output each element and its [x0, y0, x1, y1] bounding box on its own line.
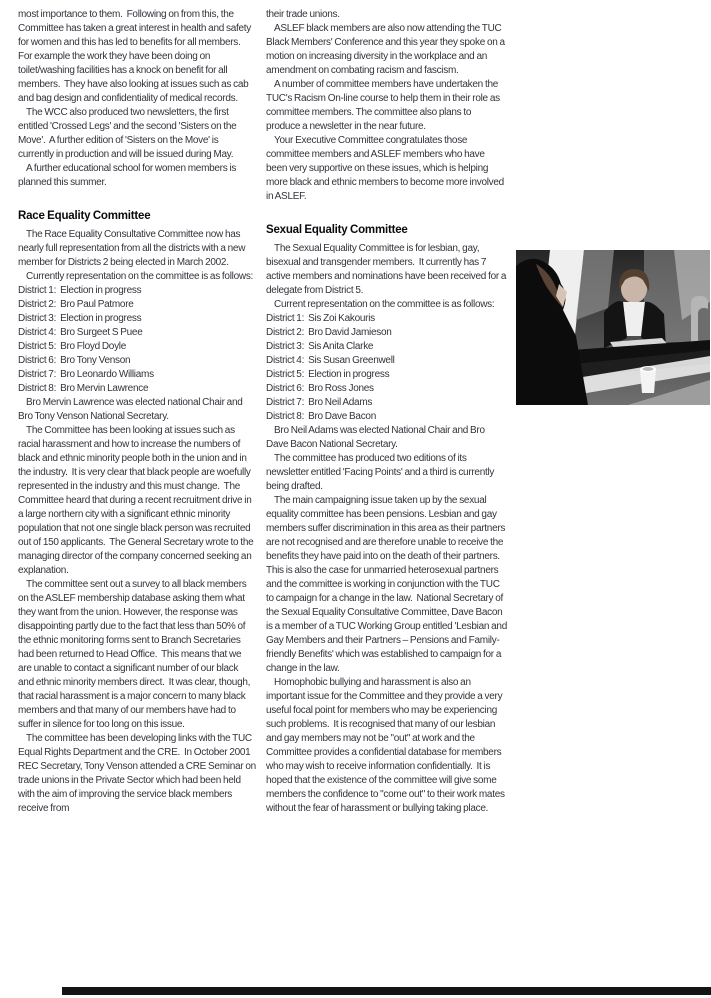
paragraph: most importance to them. Following on from this, the Committee has taken a great interest in health and safety for women and this has led to benefits for all members. For example the work they have been doing on toilet/washing facilities has a knock on benefit for all members. They have also looking at issues such as cab and bag design and confidentiality of medical records.	[18, 9, 254, 104]
paragraph: The committee has produced two editions of its newsletter entitled 'Facing Points' and a third is currently being drafted.	[266, 453, 497, 492]
district-list-item: District 7: Bro Leonardo Williams	[18, 369, 154, 380]
district-list-item: District 5: Bro Floyd Doyle	[18, 341, 127, 352]
district-list-item: District 5: Election in progress	[266, 369, 390, 380]
meeting-photo	[516, 250, 710, 405]
paragraph: A further educational school for women members is planned this summer.	[18, 163, 239, 188]
paragraph: The Committee has been looking at issues such as racial harassment and how to increase the numbers of black and ethnic minority people both in the union and in the industry. It is very clear that black people are woefully represented in the industry and this must change. The Committee heard that during a recent recruitment drive in a large northern city with a significant ethnic minority population that not one single black person was recruited out of 150 applicants. The General Secretary wrote to the managing director of the company concerned seeking an explanation.	[18, 425, 256, 576]
paragraph: Your Executive Committee congratulates those committee members and ASLEF members who have been very supportive on these issues, which is helping more black and ethnic members to become more involved in ASLEF.	[266, 135, 506, 202]
paragraph: The WCC also produced two newsletters, the first entitled 'Crossed Legs' and the second 'Sisters on the Move'. A further edition of 'Sisters on the Move' is currently in production and will be issued during May.	[18, 107, 239, 160]
paragraph: Homophobic bullying and harassment is also an important issue for the Committee and they provide a very useful focal point for members who may be experiencing such problems. It is recognised that many of our lesbian and gay members may not be "out" at work and the Committee provides a confidential database for members who may wish to receive information confidentially. It is hoped that the existence of the committee will give some members the confidence to "come out" to their work mates without the fear of harassment or bullying taking place.	[266, 677, 507, 814]
paragraph: The committee sent out a survey to all black members on the ASLEF membership database asking them what they want from the union. However, the response was disappointing partly due to the fact that less than 50% of the ethnic monitoring forms sent to Branch Secretaries had been returned to Head Office. This means that we are unable to contact a significant number of our black and ethnic minority members direct. It was clear, though, that racial harassment is a major concern to many black members and that many of our members have had to suffer in silence for too long on this issue.	[18, 579, 253, 730]
paragraph: Bro Mervin Lawrence was elected national Chair and Bro Tony Venson National Secretary.	[18, 397, 245, 422]
paragraph: The main campaigning issue taken up by the sexual equality committee has been pensions. Lesbian and gay members suffer discrimination in this area as their partners are not recognised and are therefore unable to receive the benefits they have paid into on the death of their partners. This is also the case for unmarried heterosexual partners and the committee is working in conjunction with the TUC to campaign for a change in the law. National Secretary of the Sexual Equality Consultative Committee, Dave Bacon is a member of a TUC Working Group entitled 'Lesbian and Gay Members and their Partners – Pensions and Family-friendly Benefits' which was established to campaign for a change in the law.	[266, 495, 509, 674]
district-list-item: District 1: Sis Zoi Kakouris	[266, 313, 375, 324]
paragraph: Bro Neil Adams was elected National Chair and Bro Dave Bacon National Secretary.	[266, 425, 487, 450]
district-list-item: District 6: Bro Ross Jones	[266, 383, 374, 394]
paragraph: A number of committee members have undertaken the TUC's Racism On-line course to help them in their role as committee members. The committee also plans to produce a newsletter in the near future.	[266, 79, 502, 132]
section-heading: Sexual Equality Committee	[266, 224, 408, 236]
district-list-item: District 4: Sis Susan Greenwell	[266, 355, 395, 366]
district-list-item: District 8: Bro Dave Bacon	[266, 411, 376, 422]
district-list-item: District 8: Bro Mervin Lawrence	[18, 383, 149, 394]
meeting-photo-illustration	[516, 250, 710, 405]
paragraph: Currently representation on the committee is as follows:	[26, 271, 254, 282]
paragraph: The committee has been developing links with the TUC Equal Rights Department and the CRE. In October 2001 REC Secretary, Tony Venson attended a CRE Seminar on trade unions in the Private Sector which had been held with the aim of improving the service black members receive from	[18, 733, 258, 814]
district-list-item: District 3: Election in progress	[18, 313, 142, 324]
paragraph: their trade unions.	[266, 9, 340, 20]
district-list-item: District 7: Bro Neil Adams	[266, 397, 373, 408]
paragraph: The Sexual Equality Committee is for lesbian, gay, bisexual and transgender members. It currently has 7 active members and nominations have been received for a delegate from District 5.	[266, 243, 509, 296]
bottom-rule	[62, 987, 711, 995]
district-list-item: District 2: Bro David Jamieson	[266, 327, 392, 338]
district-list-item: District 4: Bro Surgeet S Puee	[18, 327, 143, 338]
district-list-item: District 1: Election in progress	[18, 285, 142, 296]
section-heading: Race Equality Committee	[18, 210, 151, 222]
district-list-item: District 2: Bro Paul Patmore	[18, 299, 134, 310]
paragraph: Current representation on the committee is as follows:	[274, 299, 495, 310]
paragraph: The Race Equality Consultative Committee now has nearly full representation from all the districts with a new member for Districts 2 being elected in March 2002.	[18, 229, 248, 268]
left-column	[18, 8, 256, 816]
district-list-item: District 3: Sis Anita Clarke	[266, 341, 374, 352]
right-column	[266, 8, 507, 816]
district-list-item: District 6: Bro Tony Venson	[18, 355, 131, 366]
paragraph: ASLEF black members are also now attending the TUC Black Members' Conference and this year they spoke on a motion on increasing diversity in the workplace and an amendment on combating racism and fascism.	[266, 23, 507, 76]
